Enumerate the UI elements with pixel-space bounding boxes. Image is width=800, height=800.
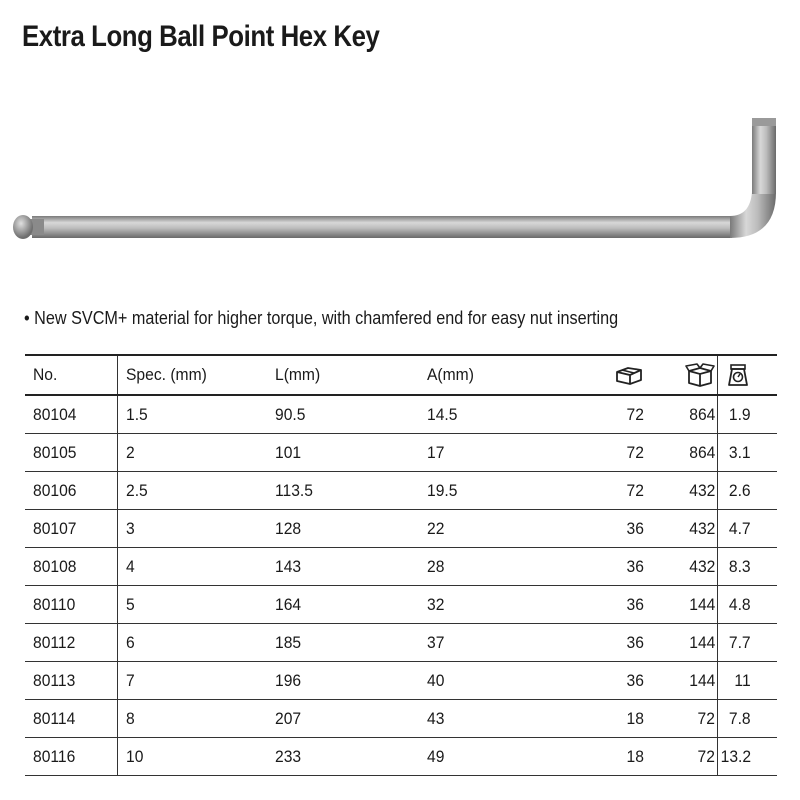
page-title: Extra Long Ball Point Hex Key [22,20,380,53]
table-row [25,700,777,738]
cell-length: 164 [275,586,427,624]
cell-carton: 144 [646,662,718,700]
cell-weight: 8.3 [717,548,777,586]
cell-spec: 5 [118,586,276,624]
cell-spec: 7 [118,662,276,700]
header-a: A(mm) [427,355,560,395]
header-inner-box [560,355,646,395]
cell-length: 233 [275,738,427,776]
table-row [25,434,777,472]
cell-no: 80104 [25,395,118,434]
cell-inner-box: 36 [560,510,646,548]
cell-a: 14.5 [427,395,560,434]
cell-a: 19.5 [427,472,560,510]
cell-a: 22 [427,510,560,548]
cell-spec: 6 [118,624,276,662]
cell-a: 17 [427,434,560,472]
cell-inner-box: 72 [560,395,646,434]
cell-no: 80108 [25,548,118,586]
hex-key-shaft [32,216,732,238]
cell-spec: 1.5 [118,395,276,434]
table-row [25,548,777,586]
header-length: L(mm) [275,355,427,395]
cell-length: 90.5 [275,395,427,434]
table-row [25,624,777,662]
cell-a: 28 [427,548,560,586]
table-header-row [25,355,777,395]
cell-carton: 432 [646,510,718,548]
cell-carton: 144 [646,624,718,662]
hex-key-bend [730,192,776,238]
cell-a: 32 [427,586,560,624]
cell-length: 185 [275,624,427,662]
header-spec: Spec. (mm) [118,355,276,395]
table-row [25,586,777,624]
cell-inner-box: 36 [560,662,646,700]
cell-weight: 4.8 [717,586,777,624]
cell-inner-box: 18 [560,738,646,776]
cell-weight: 1.9 [717,395,777,434]
table-row [25,395,777,434]
table-row [25,510,777,548]
header-weight [717,355,777,395]
carton-icon [685,363,715,387]
cell-a: 43 [427,700,560,738]
cell-length: 128 [275,510,427,548]
cell-spec: 8 [118,700,276,738]
cell-weight: 7.7 [717,624,777,662]
cell-spec: 2.5 [118,472,276,510]
cell-no: 80110 [25,586,118,624]
cell-inner-box: 36 [560,548,646,586]
cell-weight: 7.8 [717,700,777,738]
table-row [25,472,777,510]
cell-weight: 4.7 [717,510,777,548]
cell-weight: 2.6 [717,472,777,510]
header-carton [646,355,718,395]
cell-inner-box: 36 [560,586,646,624]
cell-length: 113.5 [275,472,427,510]
cell-a: 37 [427,624,560,662]
cell-no: 80113 [25,662,118,700]
cell-no: 80107 [25,510,118,548]
hex-key-short-arm [752,122,776,194]
cell-spec: 2 [118,434,276,472]
cell-a: 40 [427,662,560,700]
cell-inner-box: 72 [560,434,646,472]
cell-carton: 72 [646,700,718,738]
cell-no: 80114 [25,700,118,738]
cell-length: 207 [275,700,427,738]
cell-weight: 3.1 [717,434,777,472]
cell-inner-box: 72 [560,472,646,510]
header-no: No. [25,355,118,395]
cell-no: 80116 [25,738,118,776]
cell-carton: 432 [646,548,718,586]
cell-no: 80106 [25,472,118,510]
cell-weight: 11 [717,662,777,700]
cell-length: 196 [275,662,427,700]
cell-carton: 432 [646,472,718,510]
cell-spec: 10 [118,738,276,776]
table-row [25,662,777,700]
cell-carton: 864 [646,395,718,434]
spec-table [25,354,777,776]
cell-a: 49 [427,738,560,776]
cell-weight: 13.2 [717,738,777,776]
cell-spec: 3 [118,510,276,548]
cell-length: 101 [275,434,427,472]
scale-icon [725,363,751,387]
cell-spec: 4 [118,548,276,586]
cell-inner-box: 36 [560,624,646,662]
cell-carton: 864 [646,434,718,472]
cell-carton: 72 [646,738,718,776]
cell-inner-box: 18 [560,700,646,738]
cell-carton: 144 [646,586,718,624]
feature-description: • New SVCM+ material for higher torque, with chamfered end for easy nut inserting [24,308,619,328]
hex-key-image [12,112,788,247]
cell-no: 80105 [25,434,118,472]
cell-length: 143 [275,548,427,586]
table-row [25,738,777,776]
cell-no: 80112 [25,624,118,662]
hex-key-ball-end [13,215,33,239]
inner-box-icon [614,364,644,386]
